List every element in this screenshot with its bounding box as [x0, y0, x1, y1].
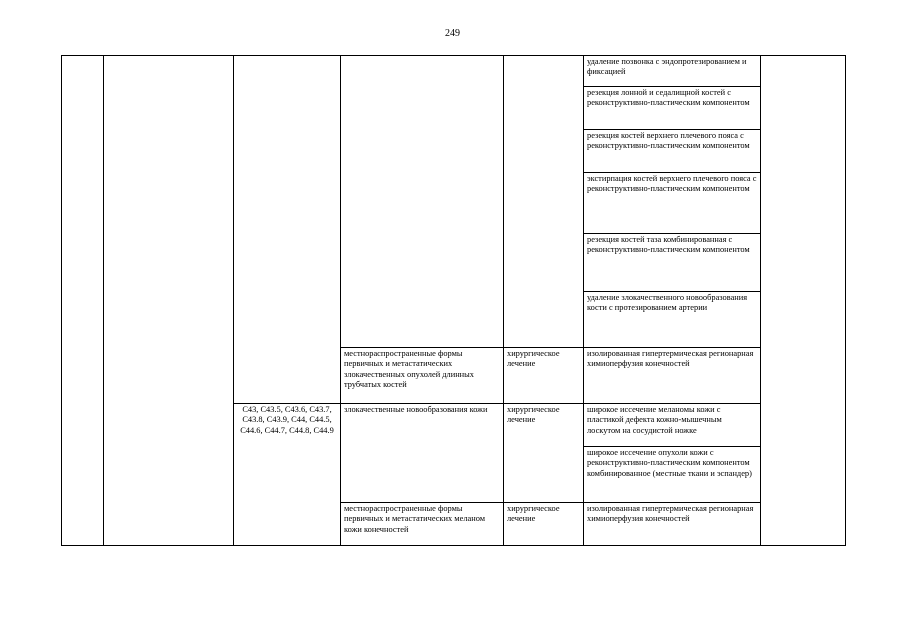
method-cell: изолированная гипертермическая регионарная химиоперфузия конечностей	[584, 348, 761, 404]
model-cell: местнораспространенные формы первичных и метастатических меланом кожи конечностей	[341, 503, 504, 546]
method-cell: изолированная гипертермическая регионарная химиоперфузия конечностей	[584, 503, 761, 546]
col1-cell	[62, 56, 104, 546]
method-cell: удаление позвонка с эндопротезированием и фиксацией	[584, 56, 761, 87]
method-cell: резекция костей таза комбинированная с реконструктивно-пластическим компонентом	[584, 234, 761, 292]
procedures-table	[61, 55, 846, 546]
treatment-cell: хирургическое лечение	[504, 404, 584, 503]
col4-cell	[341, 56, 504, 348]
method-cell: удаление злокачественного новообразования кости с протезированием артерии	[584, 292, 761, 348]
treatment-cell: хирургическое лечение	[504, 503, 584, 546]
model-cell: злокачественные новообразования кожи	[341, 404, 504, 503]
method-cell: резекция костей верхнего плечевого пояса с реконструктивно-пластическим компонентом	[584, 130, 761, 173]
page-number: 249	[445, 28, 460, 39]
treatment-cell: хирургическое лечение	[504, 348, 584, 404]
method-cell: экстирпация костей верхнего плечевого пояса с реконструктивно-пластическим компонентом	[584, 173, 761, 234]
model-cell: местнораспространенные формы первичных и метастатических злокачественных опухолей длинных трубчатых костей	[341, 348, 504, 404]
col3-cell	[234, 56, 341, 404]
col2-cell	[104, 56, 234, 546]
method-cell: резекция лонной и седалищной костей с реконструктивно-пластическим компонентом	[584, 87, 761, 130]
method-cell: широкое иссечение меланомы кожи с пластикой дефекта кожно-мышечным лоскутом на сосудистой ножке	[584, 404, 761, 447]
col5-cell	[504, 56, 584, 348]
icd-codes-cell: C43, C43.5, C43.6, C43.7, C43.8, C43.9, C44, C44.5, C44.6, C44.7, C44.8, C44.9	[234, 404, 341, 546]
col7-cell	[761, 56, 846, 546]
method-cell: широкое иссечение опухоли кожи с реконструктивно-пластическим компонентом комбинированное (местные ткани и эспандер)	[584, 447, 761, 503]
